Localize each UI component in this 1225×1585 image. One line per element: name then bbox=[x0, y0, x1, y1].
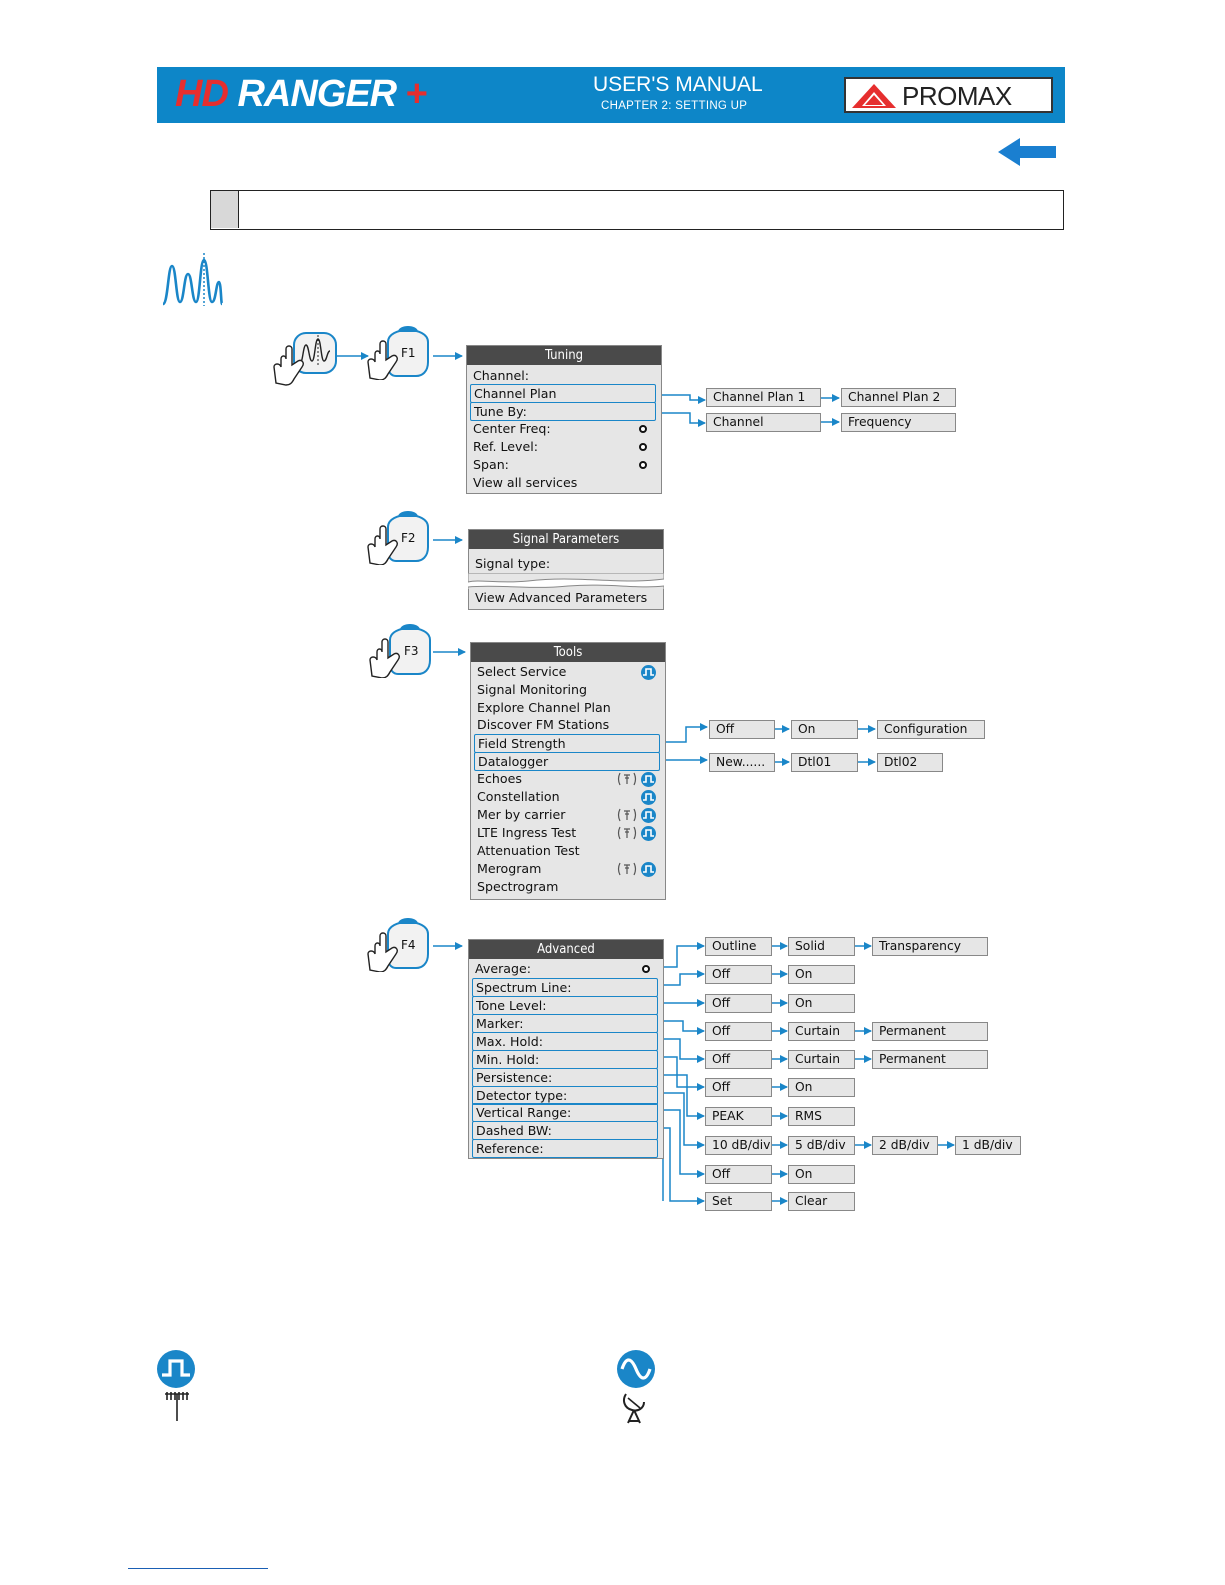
option-tune-by-channel[interactable]: Channel bbox=[706, 413, 821, 432]
option-tune-by-frequency[interactable]: Frequency bbox=[841, 413, 956, 432]
tuning-item-channel-plan[interactable]: Channel Plan bbox=[470, 384, 656, 403]
option-channel-plan-1[interactable]: Channel Plan 1 bbox=[706, 388, 821, 407]
promax-logo-text: PROMAX bbox=[902, 81, 1012, 111]
option-range-2db[interactable]: 2 dB/div bbox=[872, 1136, 938, 1155]
digital-signal-icon bbox=[641, 808, 656, 823]
option-marker-permanent[interactable]: Permanent bbox=[872, 1022, 988, 1041]
advanced-item-average[interactable]: Average: bbox=[475, 961, 531, 976]
tools-menu bbox=[470, 642, 666, 900]
f2-key-icon[interactable] bbox=[366, 507, 430, 565]
rotary-knob-icon bbox=[639, 443, 647, 451]
tools-item-discover-fm-stations[interactable]: Discover FM Stations bbox=[477, 717, 610, 732]
advanced-item-reference[interactable]: Reference: bbox=[472, 1139, 658, 1158]
tools-menu-title: Tools bbox=[471, 643, 665, 662]
digital-signal-icon bbox=[641, 772, 656, 787]
option-outline[interactable]: Outline bbox=[705, 937, 772, 956]
option-max-hold-off[interactable]: Off bbox=[705, 1050, 772, 1069]
tuning-item-view-all-services[interactable]: View all services bbox=[473, 475, 578, 490]
tuning-menu bbox=[466, 345, 662, 494]
option-transparency[interactable]: Transparency bbox=[872, 937, 988, 956]
view-advanced-parameters[interactable] bbox=[468, 589, 664, 610]
f3-key-icon[interactable] bbox=[368, 620, 432, 678]
f3-key-label: F3 bbox=[404, 644, 419, 658]
tuning-item-span[interactable]: Span: bbox=[473, 457, 509, 472]
tuning-item-tune-by[interactable]: Tune By: bbox=[470, 402, 656, 421]
option-datalogger-dtl02[interactable]: Dtl02 bbox=[877, 753, 943, 772]
option-field-strength-on[interactable]: On bbox=[791, 720, 858, 739]
tools-item-explore-channel-plan[interactable]: Explore Channel Plan bbox=[477, 700, 611, 715]
tuning-item-channel[interactable]: Channel: bbox=[473, 368, 529, 383]
advanced-item-max-hold[interactable]: Max. Hold: bbox=[472, 1032, 658, 1051]
advanced-menu bbox=[468, 939, 664, 1159]
option-persistence-on[interactable]: On bbox=[788, 1078, 855, 1097]
option-field-strength-off[interactable]: Off bbox=[709, 720, 775, 739]
option-persistence-off[interactable]: Off bbox=[705, 1078, 772, 1097]
satellite-dish-legend-icon bbox=[620, 1390, 650, 1424]
option-max-hold-curtain[interactable]: Curtain bbox=[788, 1050, 855, 1069]
option-tone-level-off[interactable]: Off bbox=[705, 994, 772, 1013]
option-solid[interactable]: Solid bbox=[788, 937, 855, 956]
advanced-menu-title: Advanced bbox=[469, 940, 663, 959]
option-spectrum-line-on[interactable]: On bbox=[788, 965, 855, 984]
rotary-knob-icon bbox=[639, 461, 647, 469]
tools-item-merogram[interactable]: Merogram bbox=[477, 861, 542, 876]
advanced-item-vertical-range[interactable]: Vertical Range: bbox=[472, 1103, 658, 1122]
option-detector-peak[interactable]: PEAK bbox=[705, 1107, 772, 1126]
f1-key-label: F1 bbox=[401, 346, 416, 360]
tuning-item-center-freq[interactable]: Center Freq: bbox=[473, 421, 551, 436]
advanced-item-dashed-bw[interactable]: Dashed BW: bbox=[472, 1121, 658, 1140]
terrestrial-antenna-icon bbox=[617, 808, 637, 822]
digital-signal-icon bbox=[641, 826, 656, 841]
option-datalogger-new[interactable]: New...... bbox=[709, 753, 775, 772]
tools-item-lte-ingress-test[interactable]: LTE Ingress Test bbox=[477, 825, 577, 840]
manual-title: USER'S MANUAL bbox=[593, 73, 763, 96]
digital-signal-legend-icon bbox=[157, 1350, 195, 1388]
f2-key-label: F2 bbox=[401, 531, 416, 545]
tuning-item-ref-level[interactable]: Ref. Level: bbox=[473, 439, 538, 454]
option-range-5db[interactable]: 5 dB/div bbox=[788, 1136, 855, 1155]
terrestrial-antenna-icon bbox=[617, 826, 637, 840]
option-field-strength-configuration[interactable]: Configuration bbox=[877, 720, 985, 739]
advanced-item-tone-level[interactable]: Tone Level: bbox=[472, 996, 658, 1015]
signal-parameters-title: Signal Parameters bbox=[469, 530, 663, 549]
option-max-hold-permanent[interactable]: Permanent bbox=[872, 1050, 988, 1069]
tools-item-field-strength[interactable]: Field Strength bbox=[474, 734, 660, 753]
f1-key-icon[interactable] bbox=[366, 322, 430, 380]
advanced-item-detector-type[interactable]: Detector type: bbox=[472, 1086, 658, 1105]
digital-signal-icon bbox=[641, 665, 656, 680]
tools-item-datalogger[interactable]: Datalogger bbox=[474, 752, 660, 771]
signal-type-label: Signal type: bbox=[475, 556, 551, 571]
tools-item-signal-monitoring[interactable]: Signal Monitoring bbox=[477, 682, 588, 697]
tools-item-select-service[interactable]: Select Service bbox=[477, 664, 567, 679]
digital-signal-icon bbox=[641, 862, 656, 877]
signal-parameters-panel bbox=[468, 529, 664, 577]
tools-item-attenuation-test[interactable]: Attenuation Test bbox=[477, 843, 580, 858]
option-marker-off[interactable]: Off bbox=[705, 1022, 772, 1041]
option-datalogger-dtl01[interactable]: Dtl01 bbox=[791, 753, 858, 772]
brand-logo: HD RANGER + bbox=[175, 73, 427, 115]
terrestrial-antenna-legend-icon bbox=[163, 1390, 191, 1422]
option-channel-plan-2[interactable]: Channel Plan 2 bbox=[841, 388, 956, 407]
rotary-knob-icon bbox=[642, 965, 650, 973]
option-reference-set[interactable]: Set bbox=[705, 1192, 772, 1211]
spectrum-key-press-icon[interactable] bbox=[272, 331, 338, 389]
tools-item-echoes[interactable]: Echoes bbox=[477, 771, 522, 786]
advanced-item-min-hold[interactable]: Min. Hold: bbox=[472, 1050, 658, 1069]
option-range-10db[interactable]: 10 dB/div bbox=[705, 1136, 772, 1155]
advanced-item-persistence[interactable]: Persistence: bbox=[472, 1068, 658, 1087]
chapter-title: CHAPTER 2: SETTING UP bbox=[601, 100, 748, 112]
rotary-knob-icon bbox=[639, 425, 647, 433]
option-dashed-bw-on[interactable]: On bbox=[788, 1165, 855, 1184]
terrestrial-antenna-icon bbox=[617, 862, 637, 876]
footer-link-underline bbox=[128, 1568, 268, 1569]
view-advanced-parameters-label: View Advanced Parameters bbox=[475, 590, 648, 605]
signal-parameters-menu bbox=[468, 529, 664, 607]
tools-item-spectrogram[interactable]: Spectrogram bbox=[477, 879, 559, 894]
digital-signal-icon bbox=[641, 790, 656, 805]
option-detector-rms[interactable]: RMS bbox=[788, 1107, 855, 1126]
option-tone-level-on[interactable]: On bbox=[788, 994, 855, 1013]
advanced-item-marker[interactable]: Marker: bbox=[472, 1014, 658, 1033]
analog-signal-legend-icon bbox=[617, 1350, 655, 1388]
option-dashed-bw-off[interactable]: Off bbox=[705, 1165, 772, 1184]
f4-key-icon[interactable] bbox=[366, 914, 430, 972]
option-reference-clear[interactable]: Clear bbox=[788, 1192, 855, 1211]
terrestrial-antenna-icon bbox=[617, 772, 637, 786]
advanced-item-spectrum-line[interactable]: Spectrum Line: bbox=[472, 978, 658, 997]
tools-item-constellation[interactable]: Constellation bbox=[477, 789, 560, 804]
tuning-menu-title: Tuning bbox=[467, 346, 661, 365]
option-spectrum-line-off[interactable]: Off bbox=[705, 965, 772, 984]
tools-item-mer-by-carrier[interactable]: Mer by carrier bbox=[477, 807, 566, 822]
f4-key-label: F4 bbox=[401, 938, 416, 952]
option-range-1db[interactable]: 1 dB/div bbox=[955, 1136, 1021, 1155]
option-marker-curtain[interactable]: Curtain bbox=[788, 1022, 855, 1041]
